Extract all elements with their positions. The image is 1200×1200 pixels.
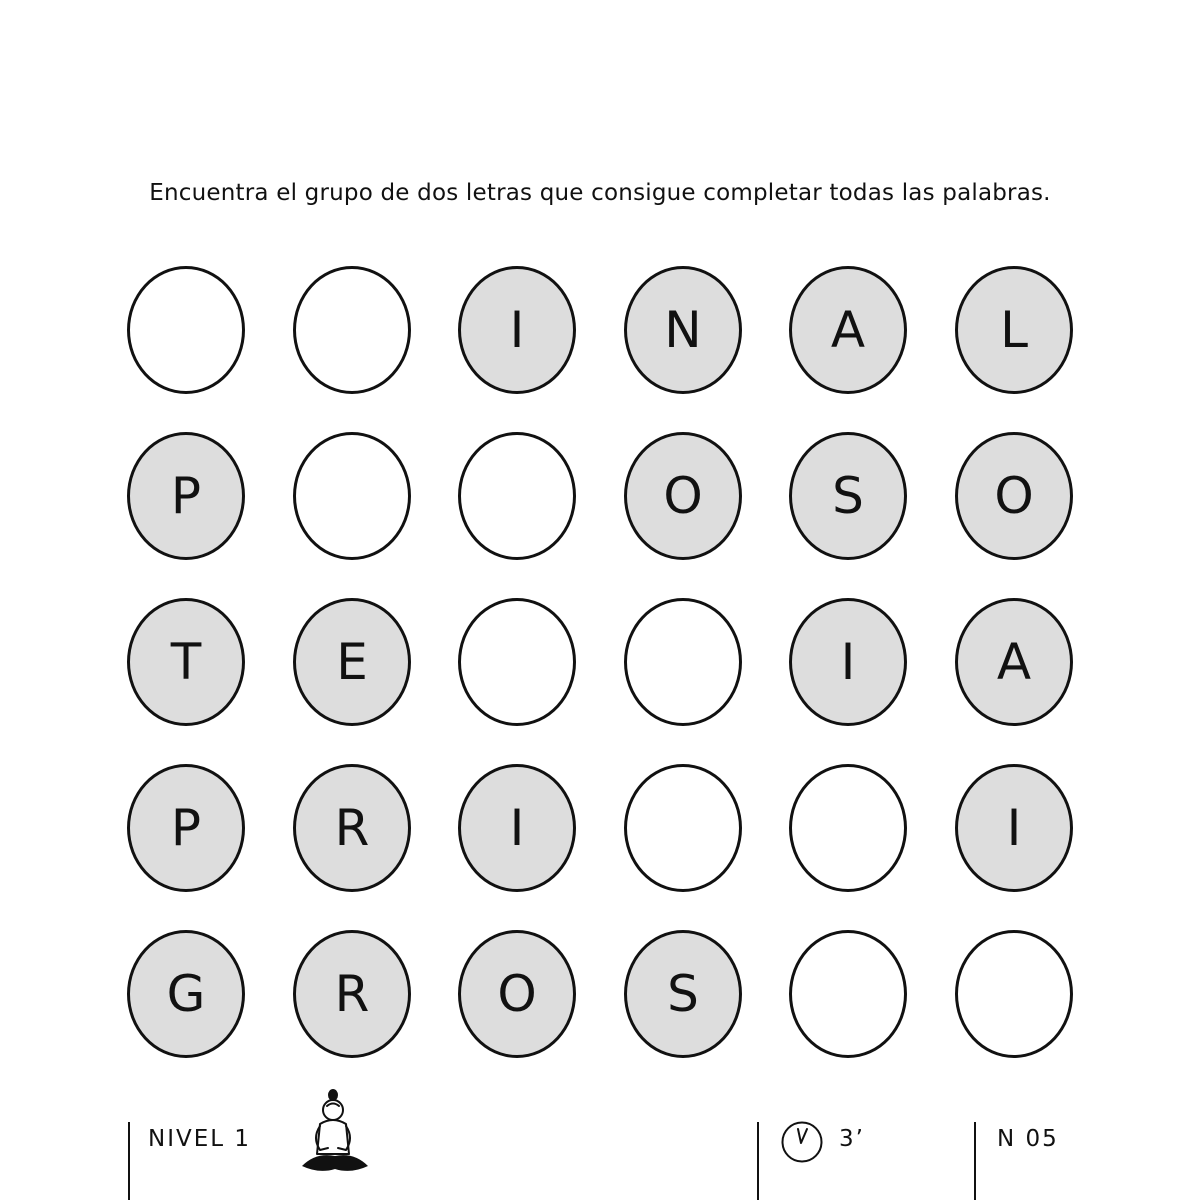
empty-letter-circle[interactable] [624, 598, 742, 726]
letter-grid [127, 266, 1073, 1058]
empty-letter-circle[interactable] [293, 266, 411, 394]
letter-circle: O [458, 930, 576, 1058]
letter-circle: I [458, 266, 576, 394]
letter-circle: A [955, 598, 1073, 726]
meditating-person-icon [298, 1086, 372, 1176]
letter-circle: N [624, 266, 742, 394]
empty-letter-circle[interactable] [127, 266, 245, 394]
empty-letter-circle[interactable] [293, 432, 411, 560]
time-label: 3’ [839, 1126, 865, 1152]
letter-circle: P [127, 432, 245, 560]
letter-circle: L [955, 266, 1073, 394]
letter-circle: S [624, 930, 742, 1058]
empty-letter-circle[interactable] [458, 598, 576, 726]
letter-circle: O [955, 432, 1073, 560]
empty-letter-circle[interactable] [458, 432, 576, 560]
letter-circle: I [789, 598, 907, 726]
footer-divider-left [128, 1122, 130, 1200]
letter-circle: G [127, 930, 245, 1058]
puzzle-number: N 05 [997, 1126, 1059, 1152]
letter-circle: A [789, 266, 907, 394]
empty-letter-circle[interactable] [789, 930, 907, 1058]
letter-circle: R [293, 764, 411, 892]
letter-circle: O [624, 432, 742, 560]
letter-circle: I [955, 764, 1073, 892]
letter-circle: R [293, 930, 411, 1058]
empty-letter-circle[interactable] [789, 764, 907, 892]
footer-divider-middle [757, 1122, 759, 1200]
letter-circle: S [789, 432, 907, 560]
level-label: NIVEL 1 [148, 1126, 252, 1152]
clock-icon [780, 1120, 824, 1164]
letter-circle: P [127, 764, 245, 892]
footer-divider-right [974, 1122, 976, 1200]
empty-letter-circle[interactable] [955, 930, 1073, 1058]
letter-circle: E [293, 598, 411, 726]
empty-letter-circle[interactable] [624, 764, 742, 892]
instruction-text: Encuentra el grupo de dos letras que consigue completar todas las palabras. [149, 180, 1051, 206]
letter-circle: T [127, 598, 245, 726]
letter-circle: I [458, 764, 576, 892]
